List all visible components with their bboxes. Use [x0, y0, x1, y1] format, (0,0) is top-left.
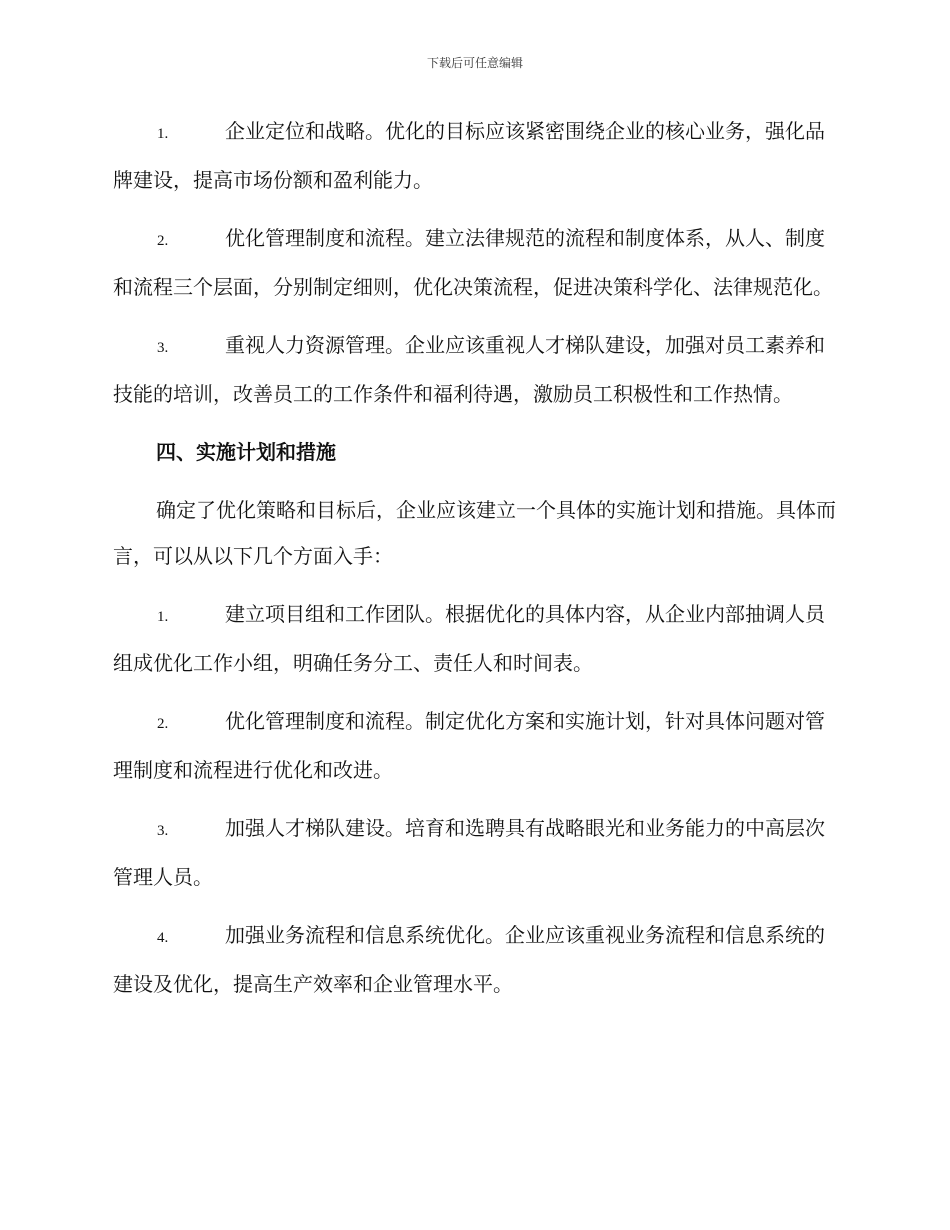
list-number: 2.: [157, 233, 169, 249]
list-item-text: 建立项目组和工作团队。根据优化的具体内容，从企业内部抽调人员组成优化工作小组，明确任务分工、责任人和时间表。: [113, 602, 825, 675]
list-item: [113, 591, 838, 686]
list-item-text: 加强业务流程和信息系统优化。企业应该重视业务流程和信息系统的建设及优化，提高生产效率和企业管理水平。: [113, 923, 825, 996]
list-item-text: 加强人才梯队建设。培育和选聘具有战略眼光和业务能力的中高层次管理人员。: [113, 816, 825, 889]
list-item: [113, 215, 838, 310]
list-item: [113, 805, 838, 900]
list-item: [113, 322, 838, 417]
list-number: 3.: [157, 823, 169, 839]
section-intro: 确定了优化策略和目标后，企业应该建立一个具体的实施计划和措施。具体而言，可以从以下几个方面入手：: [113, 498, 836, 568]
list-item: [113, 698, 838, 793]
list-item-text: 重视人力资源管理。企业应该重视人才梯队建设，加强对员工素养和技能的培训，改善员工的工作条件和福利待遇，激励员工积极性和工作热情。: [113, 333, 825, 406]
list-item: [113, 912, 838, 1007]
list-number: 1.: [157, 609, 169, 625]
page-header-note: 下载后可任意编辑: [426, 56, 523, 70]
list-number: 1.: [157, 126, 169, 142]
section-heading: 四、实施计划和措施: [156, 440, 336, 464]
list-item-text: 优化管理制度和流程。建立法律规范的流程和制度体系，从人、制度和流程三个层面，分别制定细则，优化决策流程，促进决策科学化、法律规范化。: [113, 226, 833, 299]
list-item: [113, 108, 838, 203]
list-number: 2.: [157, 716, 169, 732]
list-item-text: 优化管理制度和流程。制定优化方案和实施计划，针对具体问题对管理制度和流程进行优化和改进。: [113, 709, 825, 782]
list-item-text: 企业定位和战略。优化的目标应该紧密围绕企业的核心业务，强化品牌建设，提高市场份额和盈利能力。: [113, 119, 825, 192]
list-number: 3.: [157, 340, 169, 356]
list-number: 4.: [157, 930, 169, 946]
document-body: [113, 108, 838, 1019]
